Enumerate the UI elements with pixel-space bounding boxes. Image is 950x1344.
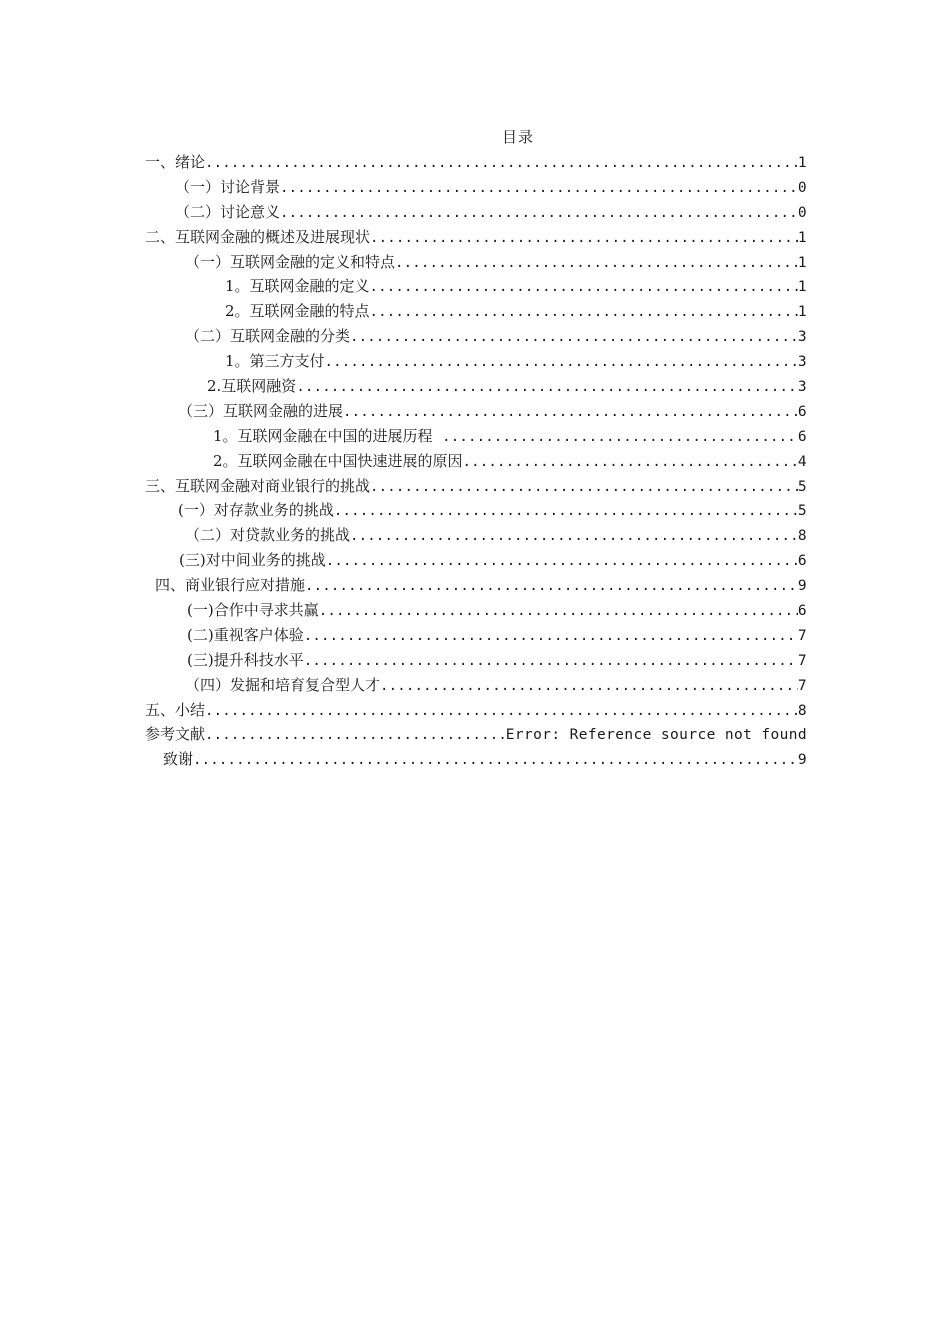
toc-entry-page: 8 <box>797 528 807 545</box>
dot-leader <box>193 748 798 772</box>
toc-entry-page: 6 <box>797 428 807 445</box>
toc-entry[interactable] <box>145 349 807 374</box>
toc-entry-page: 6 <box>797 553 807 570</box>
dot-leader <box>350 325 798 349</box>
dot-leader <box>205 151 798 175</box>
dot-leader <box>343 400 798 424</box>
toc-entry-label: 致谢 <box>163 750 194 769</box>
toc-title: 目录 <box>501 128 534 146</box>
toc-entry-page: 0 <box>797 204 807 221</box>
toc-entry-label: 2.互联网融资 <box>207 377 297 396</box>
toc-entry-page: 5 <box>797 478 807 495</box>
toc-entry-page: 9 <box>797 578 807 595</box>
dot-leader <box>280 201 798 225</box>
dot-leader <box>296 375 798 399</box>
dot-leader <box>334 499 798 523</box>
toc-entry-page: 3 <box>797 379 807 396</box>
toc-entry-page: 5 <box>797 503 807 520</box>
dot-leader <box>442 425 798 449</box>
toc-entry[interactable] <box>145 498 807 523</box>
toc-entry[interactable] <box>145 374 807 399</box>
toc-entry[interactable] <box>145 573 807 598</box>
dot-leader <box>350 524 798 548</box>
dot-leader <box>370 275 798 299</box>
dot-leader <box>395 251 798 275</box>
toc-entry-page: 0 <box>797 179 807 196</box>
toc-entry[interactable] <box>145 200 807 225</box>
toc-entry-label: 参考文献 <box>145 725 206 744</box>
dot-leader <box>325 350 798 374</box>
dot-leader <box>326 549 798 573</box>
toc-entry[interactable] <box>145 648 807 673</box>
toc-entry-label: (三)提升科技水平 <box>187 650 304 669</box>
toc-entry[interactable] <box>145 523 807 548</box>
toc-entry-page: 8 <box>797 702 807 719</box>
toc-entry-label: 1。互联网金融在中国的进展历程 <box>213 426 443 445</box>
toc-entry[interactable] <box>145 449 807 474</box>
dot-leader <box>205 723 506 747</box>
toc-entry[interactable] <box>145 698 807 723</box>
toc-entry-page: 7 <box>797 677 807 694</box>
toc-entry-label: 二、互联网金融的概述及进展现状 <box>145 227 371 246</box>
toc-entry-label: 2。互联网金融在中国快速进展的原因 <box>213 451 463 470</box>
toc-entry-label: 1。第三方支付 <box>225 352 325 371</box>
table-of-contents <box>145 150 807 772</box>
dot-leader <box>370 226 798 250</box>
toc-entry-label: (一）对存款业务的挑战 <box>178 501 334 520</box>
toc-entry-label: （一）讨论背景 <box>175 177 281 196</box>
toc-entry-label: （三）互联网金融的进展 <box>178 401 344 420</box>
toc-entry[interactable] <box>145 424 807 449</box>
toc-entry-label: 四、商业银行应对措施 <box>155 576 306 595</box>
toc-entry-label: (三)对中间业务的挑战 <box>179 551 326 570</box>
toc-entry[interactable] <box>145 324 807 349</box>
toc-entry-page: 3 <box>797 329 807 346</box>
toc-entry-page: 1 <box>797 279 807 296</box>
toc-entry[interactable] <box>145 150 807 175</box>
toc-entry[interactable] <box>145 175 807 200</box>
toc-entry-label: 1。互联网金融的定义 <box>225 277 370 296</box>
dot-leader <box>304 624 798 648</box>
toc-entry-page: 3 <box>797 354 807 371</box>
toc-entry-page: 1 <box>797 254 807 271</box>
toc-entry[interactable] <box>145 623 807 648</box>
toc-entry[interactable] <box>145 274 807 299</box>
toc-entry[interactable] <box>145 598 807 623</box>
toc-entry[interactable] <box>145 474 807 499</box>
toc-entry-page: Error: Reference source not found <box>505 727 807 744</box>
toc-entry-label: （二）互联网金融的分类 <box>185 327 351 346</box>
toc-entry-page: 6 <box>797 403 807 420</box>
toc-entry[interactable] <box>145 747 807 772</box>
toc-entry-label: （二）对贷款业务的挑战 <box>185 526 351 545</box>
toc-entry-label: （四）发掘和培育复合型人才 <box>185 675 381 694</box>
toc-entry[interactable] <box>145 225 807 250</box>
toc-entry-page: 9 <box>797 752 807 769</box>
toc-entry-label: （一）互联网金融的定义和特点 <box>185 252 396 271</box>
dot-leader <box>380 674 798 698</box>
toc-entry-page: 1 <box>797 229 807 246</box>
toc-entry-label: 一、绪论 <box>145 153 206 171</box>
toc-entry-page: 6 <box>797 603 807 620</box>
toc-entry-page: 7 <box>797 652 807 669</box>
dot-leader <box>280 176 798 200</box>
toc-entry[interactable] <box>145 548 807 573</box>
dot-leader <box>304 649 798 673</box>
dot-leader <box>370 475 798 499</box>
dot-leader <box>370 300 798 324</box>
toc-entry-page: 1 <box>797 155 807 171</box>
toc-entry[interactable] <box>145 399 807 424</box>
toc-entry-label: 五、小结 <box>145 700 206 719</box>
toc-entry[interactable] <box>145 250 807 275</box>
toc-entry-label: 三、互联网金融对商业银行的挑战 <box>145 476 371 495</box>
toc-entry[interactable] <box>145 722 807 747</box>
dot-leader <box>463 450 798 474</box>
toc-entry-label: 2。互联网金融的特点 <box>225 302 370 321</box>
toc-entry-label: (一)合作中寻求共赢 <box>187 601 319 620</box>
toc-entry-label: (二)重视客户体验 <box>187 625 304 644</box>
toc-entry[interactable] <box>145 673 807 698</box>
toc-entry-page: 7 <box>797 627 807 644</box>
toc-entry-page: 1 <box>797 304 807 321</box>
toc-entry-page: 4 <box>797 453 807 470</box>
dot-leader <box>305 574 798 598</box>
toc-entry-label: （二）讨论意义 <box>175 202 281 221</box>
dot-leader <box>205 699 798 723</box>
toc-entry[interactable] <box>145 299 807 324</box>
dot-leader <box>319 599 798 623</box>
